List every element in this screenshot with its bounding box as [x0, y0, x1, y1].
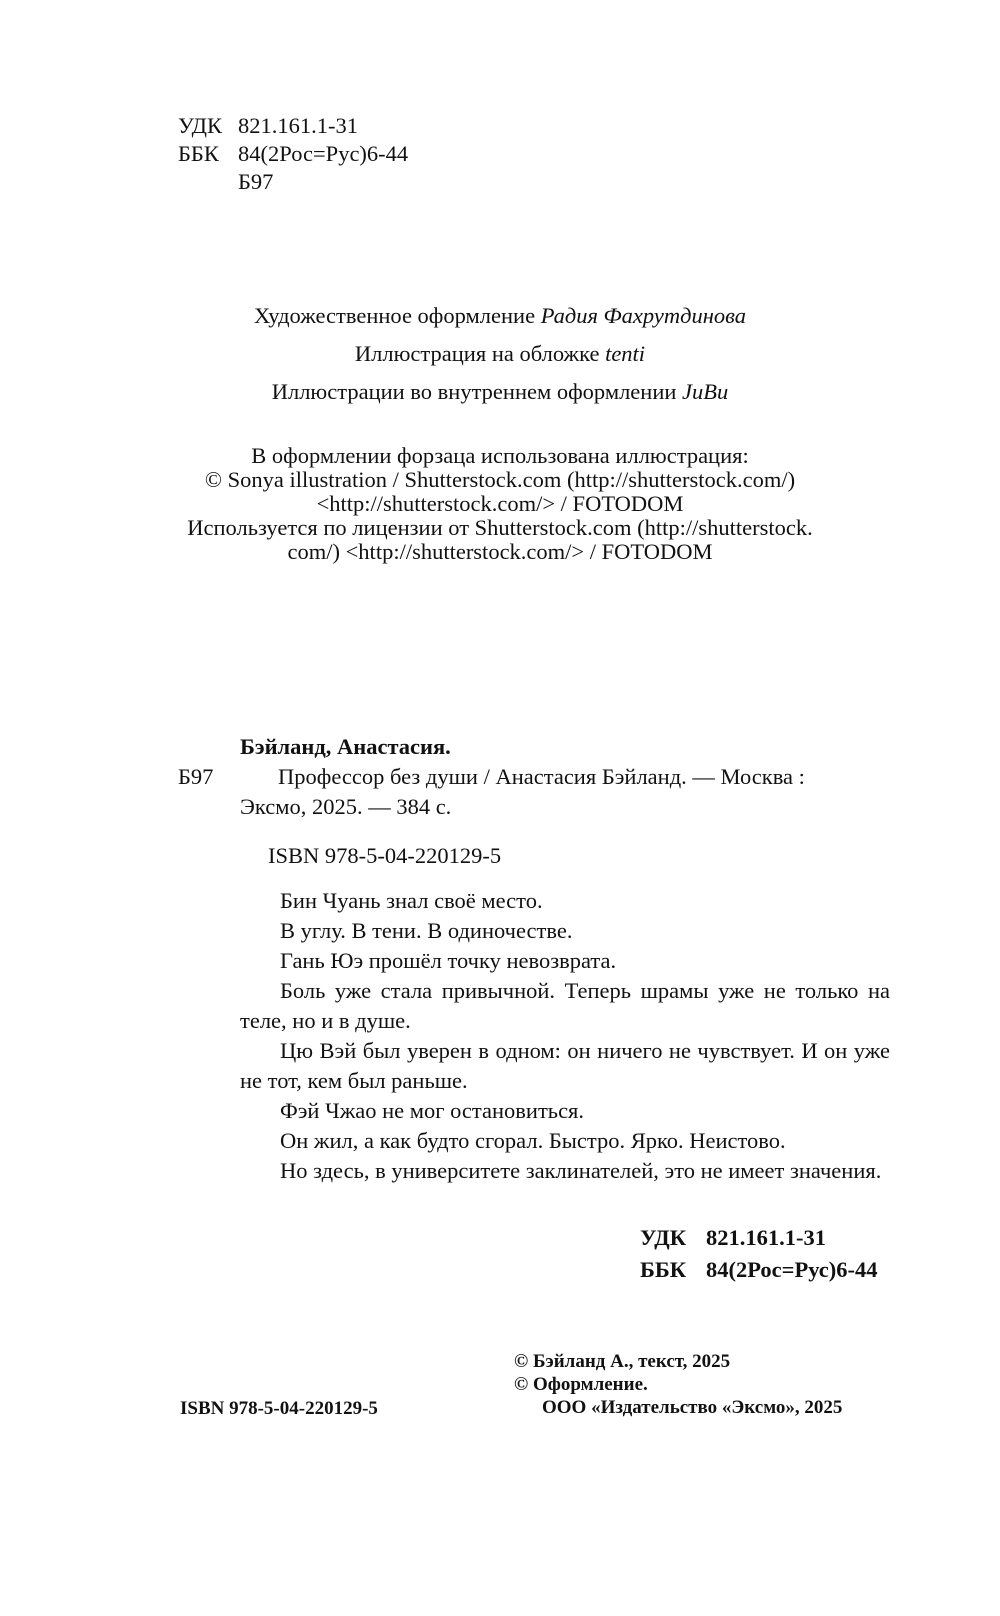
catalog-author: Бэйланд, Анастасия.	[240, 734, 451, 759]
catalog-mark: Б97	[178, 764, 214, 789]
annotation-paragraph: Но здесь, в университете заклинателей, это не имеет значения.	[280, 1158, 882, 1183]
inner-credit: Иллюстрации во внутреннем оформлении JuВи	[271, 379, 729, 404]
author-mark: Б97	[238, 169, 274, 194]
copyright-line: © Оформление.	[514, 1374, 648, 1395]
catalog-title-line1: Профессор без души / Анастасия Бэйланд. — Москва :	[278, 764, 805, 789]
bbk-value-bottom: 84(2Рос=Рус)6-44	[706, 1257, 878, 1282]
bbk-label-bottom: ББК	[640, 1257, 687, 1282]
annotation-paragraph: Цю Вэй был уверен в одном: он ничего не чувствует. И он уже не тот, кем был раньше.	[240, 1038, 890, 1093]
annotation-paragraph: Бин Чуань знал своё место.	[280, 888, 543, 913]
annotation-paragraph: Фэй Чжао не мог остановиться.	[280, 1098, 585, 1123]
annotation-paragraph: Боль уже стала привычной. Теперь шрамы уже не только на теле, но и в душе.	[240, 978, 890, 1033]
bbk-value: 84(2Рос=Рус)6-44	[238, 141, 409, 166]
endpaper-credit: В оформлении форзаца использована иллюстрация: © Sonya illustration / Shutterstock.com (http://shutterstock.com/) <http://shutterstock.com/> / FOTODOM Используется по лицензии от Shutterstock.com (http://shutterstock. com/) <http://shutterstock.com/> / FOTODOM	[187, 443, 813, 564]
udk-value-bottom: 821.161.1-31	[706, 1225, 826, 1250]
annotation	[240, 886, 890, 1186]
copyright-line: © Бэйланд А., текст, 2025	[514, 1351, 731, 1372]
catalog-title-line2: Эксмо, 2025. — 384 с.	[240, 794, 452, 819]
udk-label: УДК	[178, 113, 223, 138]
copyright-line: ООО «Издательство «Эксмо», 2025	[542, 1397, 843, 1418]
udk-label-bottom: УДК	[640, 1225, 687, 1250]
copyright-isbn: ISBN 978-5-04-220129-5	[180, 1398, 378, 1419]
bottom-classification	[640, 1222, 878, 1286]
annotation-paragraph: Он жил, а как будто сгорал. Быстро. Ярко. Неистово.	[280, 1128, 786, 1153]
copyright-block	[514, 1350, 842, 1419]
annotation-paragraph: Гань Юэ прошёл точку невозврата.	[280, 948, 617, 973]
udk-value: 821.161.1-31	[238, 113, 358, 138]
cover-artist-name: tenti	[605, 341, 646, 366]
design-credit: Художественное оформление Радия Фахрутдинова	[254, 303, 746, 328]
catalog-isbn: ISBN 978-5-04-220129-5	[268, 843, 502, 868]
designer-name: Радия Фахрутдинова	[540, 303, 746, 328]
bbk-label: ББК	[178, 141, 219, 166]
top-classification	[178, 112, 408, 196]
cover-credit: Иллюстрация на обложке tenti	[354, 341, 646, 366]
annotation-paragraph: В углу. В тени. В одиночестве.	[280, 918, 573, 943]
inner-artist-name: JuВи	[682, 379, 729, 404]
